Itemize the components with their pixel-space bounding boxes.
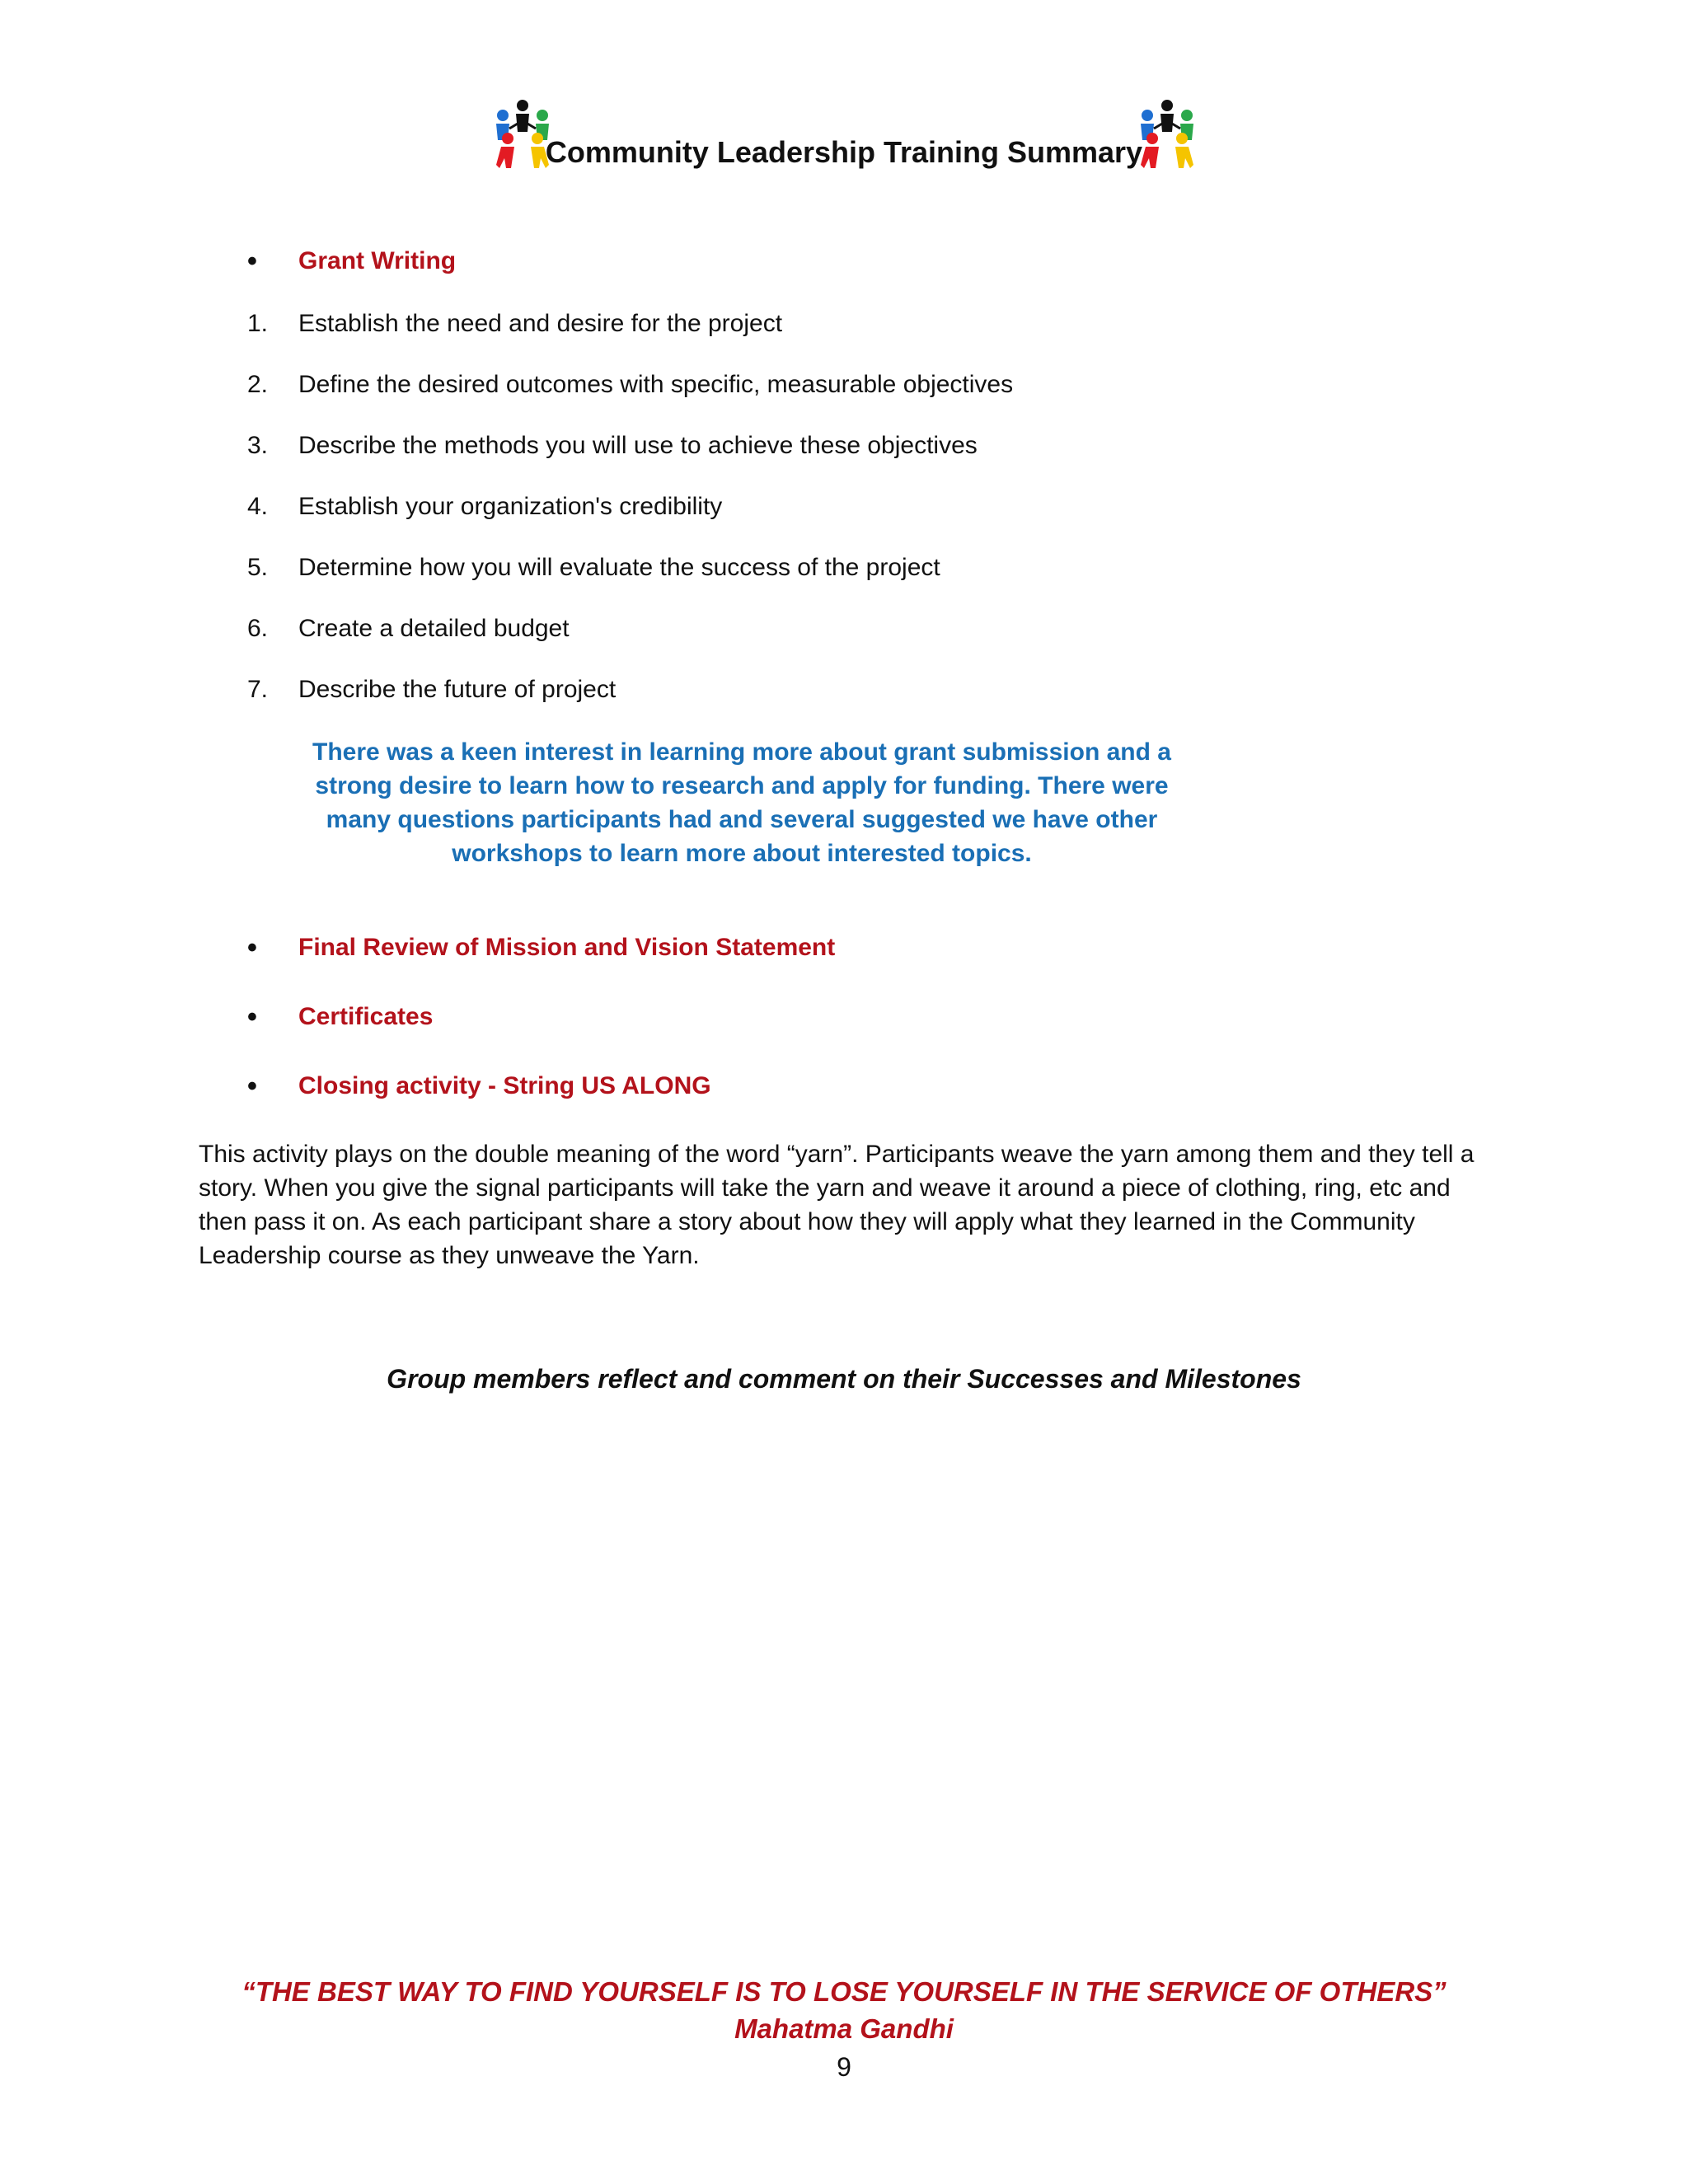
body-paragraph: This activity plays on the double meaning of the word “yarn”. Participants weave the yarn among them and they tell a story. When you give the signal participants will take the yarn and weave it around a piece of clothing, ring, etc and then pass it on. As each participant share a story about how they will apply what they learned in the Community Leadership course as they unweave the Yarn. xyxy=(199,1141,1475,1269)
bullet-icon: • xyxy=(247,246,257,277)
closing-activity-description xyxy=(199,1137,1484,1272)
bullet-icon: • xyxy=(247,1071,257,1102)
footer-quote: “THE BEST WAY TO FIND YOURSELF IS TO LOSE YOURSELF IN THE SERVICE OF OTHERS” xyxy=(241,1976,1447,2007)
list-item-text: Define the desired outcomes with specific, measurable objectives xyxy=(298,371,1014,398)
list-item-number: 4. xyxy=(247,493,269,520)
list-item-number: 1. xyxy=(247,310,269,337)
list-item-text: Describe the methods you will use to achieve these objectives xyxy=(298,432,978,459)
page-title: Community Leadership Training Summary xyxy=(545,135,1143,169)
section-heading-label: Closing activity - String US ALONG xyxy=(298,1072,711,1099)
list-item-text: Establish your organization's credibility xyxy=(298,493,723,520)
section-heading-label: Final Review of Mission and Vision Statement xyxy=(298,934,836,961)
bullet-icon: • xyxy=(247,1001,257,1033)
list-item-text: Create a detailed budget xyxy=(298,615,570,642)
bullet-icon: • xyxy=(247,932,257,963)
people-circle-logo-icon xyxy=(1136,99,1198,168)
list-item-number: 6. xyxy=(247,615,269,642)
section-heading-label: Grant Writing xyxy=(298,247,457,274)
list-item-text: Describe the future of project xyxy=(298,676,617,703)
list-item-number: 2. xyxy=(247,371,269,398)
grant-writing-note: There was a keen interest in learning more about grant submission and a strong desire to learn how to research and apply for funding. There were many questions participants had and several suggested we have other workshops to learn more about interested topics. xyxy=(312,738,1171,867)
quote-author: Mahatma Gandhi xyxy=(734,2013,954,2044)
list-item-text: Establish the need and desire for the project xyxy=(298,310,783,337)
section-heading-label: Certificates xyxy=(298,1003,434,1030)
page-number: 9 xyxy=(837,2052,851,2082)
list-item-number: 3. xyxy=(247,432,269,459)
list-item-number: 7. xyxy=(247,676,269,703)
reflection-caption: Group members reflect and comment on their Successes and Milestones xyxy=(387,1364,1301,1394)
page-header xyxy=(0,92,1688,183)
list-item-text: Determine how you will evaluate the success of the project xyxy=(298,554,940,581)
list-item-number: 5. xyxy=(247,554,269,581)
